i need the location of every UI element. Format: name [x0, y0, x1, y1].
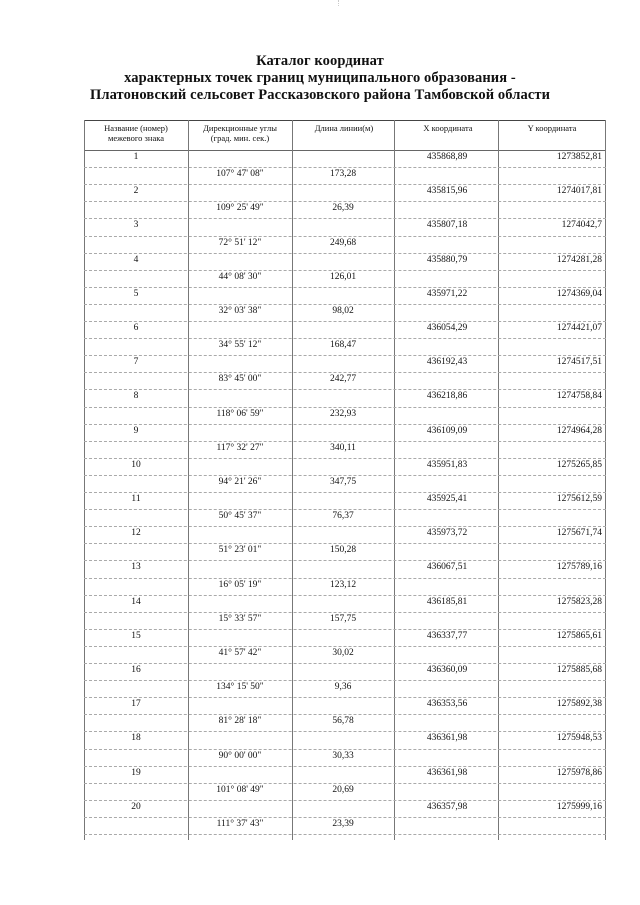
row-divider [84, 372, 606, 373]
row-divider [84, 578, 606, 579]
line-length: 9,36 [334, 682, 352, 693]
point-name: 12 [131, 528, 141, 539]
row-divider [84, 424, 606, 425]
row-divider [84, 389, 606, 390]
x-coordinate: 436360,09 [426, 665, 468, 675]
line-length: 20,69 [332, 784, 354, 795]
direction-angle: 15° 33' 57" [218, 613, 262, 624]
point-name: 16 [131, 665, 141, 675]
line-length: 242,77 [329, 374, 357, 385]
row-divider [84, 612, 606, 613]
point-name: 10 [131, 459, 141, 470]
row-divider [84, 201, 606, 202]
row-divider [84, 236, 606, 237]
point-name: 5 [133, 288, 139, 299]
line-length: 150,28 [329, 545, 357, 556]
header-angle: Дирекционные углы (град. мин. сек.) [203, 123, 277, 143]
x-coordinate: 435868,89 [426, 152, 468, 162]
row-divider [84, 253, 606, 254]
x-coordinate: 435951,83 [426, 459, 468, 470]
direction-angle: 109° 25' 49" [216, 203, 264, 214]
y-coordinate: 1274758,84 [556, 391, 602, 402]
y-coordinate: 1274421,07 [556, 323, 602, 333]
y-coordinate: 1275823,28 [556, 596, 602, 607]
row-divider [84, 834, 606, 835]
row-divider [84, 184, 606, 185]
row-divider [84, 749, 606, 750]
row-divider [84, 167, 606, 168]
y-coordinate: 1274017,81 [556, 186, 602, 197]
direction-angle: 134° 15' 50" [216, 682, 264, 693]
line-length: 157,75 [329, 613, 357, 624]
point-name: 19 [131, 767, 141, 778]
row-divider [84, 355, 606, 356]
row-divider [84, 817, 606, 818]
point-name: 11 [131, 494, 141, 504]
x-coordinate: 436361,98 [426, 733, 468, 744]
direction-angle: 83° 45' 00" [218, 374, 262, 385]
row-divider [84, 543, 606, 544]
line-length: 98,02 [332, 305, 354, 316]
point-name: 6 [133, 323, 139, 333]
x-coordinate: 435807,18 [426, 220, 468, 231]
header-name: Название (номер) межевого знака [104, 123, 168, 143]
y-coordinate: 1275948,53 [556, 733, 602, 744]
point-name: 1 [133, 152, 139, 162]
scan-speck [338, 0, 340, 6]
x-coordinate: 436357,98 [426, 801, 468, 812]
direction-angle: 90° 00' 00" [218, 750, 262, 761]
point-name: 9 [133, 425, 139, 436]
row-divider [84, 218, 606, 219]
point-name: 2 [133, 186, 139, 197]
direction-angle: 101° 08' 49" [216, 784, 264, 795]
direction-angle: 107° 47' 08" [216, 169, 264, 180]
row-divider [84, 697, 606, 698]
row-divider [84, 560, 606, 561]
y-coordinate: 1275612,59 [556, 494, 602, 504]
coordinates-table [84, 120, 606, 840]
x-coordinate: 436218,86 [426, 391, 468, 402]
row-divider [84, 492, 606, 493]
row-divider [84, 458, 606, 459]
direction-angle: 16° 05' 19" [218, 579, 262, 590]
y-coordinate: 1274042,7 [561, 220, 602, 231]
x-coordinate: 436337,77 [426, 630, 468, 641]
point-name: 4 [133, 254, 139, 265]
point-name: 3 [133, 220, 139, 231]
point-name: 13 [131, 562, 141, 573]
y-coordinate: 1275999,16 [556, 801, 602, 812]
line-length: 249,68 [329, 237, 357, 248]
point-name: 8 [133, 391, 139, 402]
title-line-3: Платоновский сельсовет Рассказовского района Тамбовской области [89, 87, 551, 103]
y-coordinate: 1275978,86 [556, 767, 602, 778]
y-coordinate: 1275789,16 [556, 562, 602, 573]
line-length: 23,39 [332, 818, 354, 829]
x-coordinate: 435925,41 [426, 494, 468, 504]
line-length: 168,47 [329, 340, 357, 351]
point-name: 15 [131, 630, 141, 641]
direction-angle: 50° 45' 37" [218, 511, 262, 522]
x-coordinate: 436192,43 [426, 357, 468, 368]
direction-angle: 44° 08' 30" [218, 271, 262, 282]
row-divider [84, 646, 606, 647]
line-length: 30,02 [332, 647, 354, 658]
row-divider [84, 509, 606, 510]
row-divider [84, 595, 606, 596]
y-coordinate: 1273852,81 [556, 152, 602, 162]
row-divider [84, 270, 606, 271]
line-length: 76,37 [332, 511, 354, 522]
row-divider [84, 766, 606, 767]
row-divider [84, 783, 606, 784]
x-coordinate: 435973,72 [426, 528, 468, 539]
row-divider [84, 714, 606, 715]
row-divider [84, 663, 606, 664]
title-line-2: характерных точек границ муниципального образования - [124, 70, 516, 86]
row-divider [84, 475, 606, 476]
line-length: 123,12 [329, 579, 357, 590]
x-coordinate: 436067,51 [426, 562, 468, 573]
x-coordinate: 436054,29 [426, 323, 468, 333]
row-divider [84, 338, 606, 339]
table-header [84, 120, 606, 151]
row-divider [84, 526, 606, 527]
direction-angle: 94° 21' 26" [218, 476, 262, 487]
y-coordinate: 1275265,85 [556, 459, 602, 470]
point-name: 18 [131, 733, 141, 744]
y-coordinate: 1275892,38 [556, 699, 602, 710]
header-y: Y координата [527, 123, 577, 133]
row-divider [84, 629, 606, 630]
row-divider [84, 731, 606, 732]
y-coordinate: 1274517,51 [556, 357, 602, 368]
title-line-1: Каталог координат [256, 53, 384, 69]
direction-angle: 111° 37' 43" [216, 818, 264, 829]
line-length: 126,01 [329, 271, 357, 282]
point-name: 20 [131, 801, 141, 812]
document-title [0, 53, 640, 104]
y-coordinate: 1274281,28 [556, 254, 602, 265]
line-length: 347,75 [329, 476, 357, 487]
x-coordinate: 435880,79 [426, 254, 468, 265]
row-divider [84, 287, 606, 288]
row-divider [84, 304, 606, 305]
x-coordinate: 435815,96 [426, 186, 468, 197]
row-divider [84, 800, 606, 801]
header-length: Длина линии(м) [314, 123, 374, 133]
direction-angle: 34° 55' 12" [218, 340, 262, 351]
y-coordinate: 1274964,28 [556, 425, 602, 436]
line-length: 232,93 [329, 408, 357, 419]
direction-angle: 118° 06' 59" [216, 408, 264, 419]
row-divider [84, 321, 606, 322]
y-coordinate: 1275671,74 [556, 528, 602, 539]
direction-angle: 41° 57' 42" [218, 647, 262, 658]
x-coordinate: 436353,56 [426, 699, 468, 710]
line-length: 173,28 [329, 169, 357, 180]
line-length: 340,11 [330, 442, 356, 453]
row-divider [84, 407, 606, 408]
direction-angle: 117° 32' 27" [216, 442, 264, 453]
direction-angle: 81° 28' 18" [218, 716, 262, 727]
point-name: 17 [131, 699, 141, 710]
x-coordinate: 435971,22 [426, 288, 468, 299]
direction-angle: 72° 51' 12" [218, 237, 262, 248]
y-coordinate: 1274369,04 [556, 288, 602, 299]
y-coordinate: 1275865,61 [556, 630, 602, 641]
row-divider [84, 680, 606, 681]
line-length: 30,33 [332, 750, 354, 761]
line-length: 26,39 [332, 203, 354, 214]
x-coordinate: 436361,98 [426, 767, 468, 778]
direction-angle: 51° 23' 01" [218, 545, 262, 556]
x-coordinate: 436185,81 [426, 596, 468, 607]
header-x: X координата [423, 123, 473, 133]
direction-angle: 32° 03' 38" [218, 305, 262, 316]
x-coordinate: 436109,09 [426, 425, 468, 436]
point-name: 7 [133, 357, 139, 368]
point-name: 14 [131, 596, 141, 607]
line-length: 56,78 [332, 716, 354, 727]
row-divider [84, 441, 606, 442]
y-coordinate: 1275885,68 [556, 665, 602, 675]
